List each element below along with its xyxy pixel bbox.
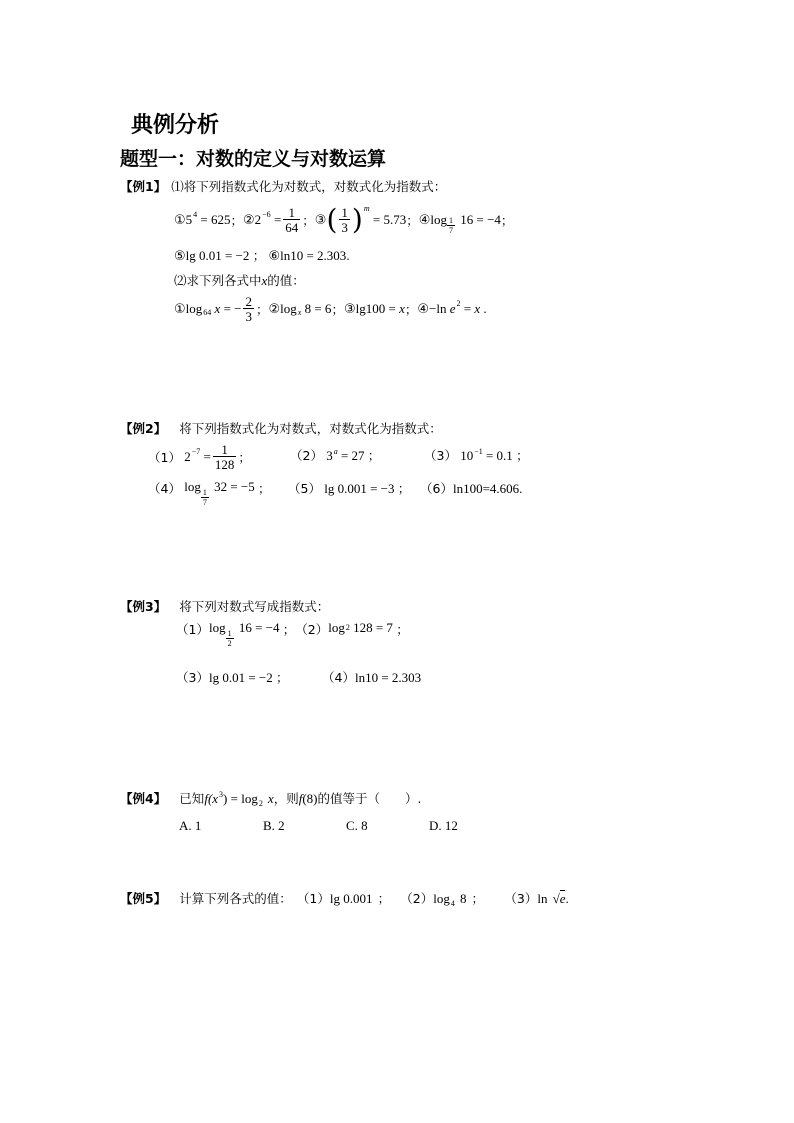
- item-number: （6）: [420, 481, 453, 496]
- fraction: $\frac{2}{3}$: [245, 294, 252, 324]
- item-number: （1）: [148, 450, 181, 465]
- item-marker: ③: [314, 212, 327, 228]
- expr: 8: [459, 891, 467, 906]
- expr-sup: 2: [456, 298, 461, 308]
- separator: ；: [471, 891, 485, 906]
- expr-sub: x: [297, 307, 302, 317]
- item-number: （2）: [400, 891, 434, 906]
- expr-sub: 64: [203, 307, 212, 317]
- example-2-label: 【例2】: [120, 421, 167, 436]
- separator: ；: [331, 302, 344, 317]
- item-marker: ⑥: [268, 249, 281, 264]
- expr: log: [430, 212, 447, 227]
- item-number: （4）: [148, 481, 181, 496]
- item-marker: ②: [268, 301, 281, 317]
- fraction: $\frac{1}{128}$: [214, 442, 235, 472]
- option-b: B. 2: [263, 818, 285, 833]
- example-1-part2: [174, 270, 305, 289]
- separator: ；: [367, 448, 381, 463]
- variable: e: [559, 891, 566, 906]
- expr: =: [463, 301, 472, 316]
- expr: −ln: [429, 301, 447, 316]
- expr-sup: −1: [474, 447, 483, 456]
- expr: ln: [537, 891, 548, 906]
- separator: ；: [238, 450, 251, 465]
- item-number: （1）: [176, 622, 209, 637]
- example-1-label: 【例1】: [120, 179, 167, 194]
- part2-text: ⑵求下列各式中: [174, 273, 262, 288]
- separator: ；: [282, 622, 296, 637]
- expr-sub: 2: [345, 623, 350, 632]
- separator: ；: [230, 213, 244, 228]
- example-2-row1c: [424, 446, 529, 464]
- variable: x: [267, 791, 274, 806]
- item-number: （2）: [295, 622, 329, 637]
- expr: ) = log: [223, 791, 258, 806]
- separator: ；: [404, 302, 418, 317]
- example-2-text: 将下列指数式化为对数式，对数式化为指数式：: [179, 421, 442, 436]
- example-2: [120, 418, 442, 437]
- example-3-row1: [176, 620, 409, 652]
- expr-sup: 3: [219, 790, 224, 799]
- separator: ；: [252, 248, 266, 263]
- example-3-row2b: [322, 668, 421, 686]
- expr: ln10 = 2.303: [354, 670, 422, 685]
- example-4: [120, 788, 422, 807]
- expr: .: [565, 891, 569, 906]
- expr: .: [346, 248, 350, 263]
- separator: ；: [516, 448, 529, 463]
- expr: =: [273, 212, 282, 227]
- section-title: 题型一：对数的定义与对数运算: [120, 148, 387, 170]
- page-heading: 典例分析: [131, 113, 220, 138]
- expr: = 27: [340, 448, 365, 463]
- item-number: （1）: [296, 891, 330, 906]
- example-2-row1: [148, 440, 251, 474]
- example-3: [120, 596, 329, 615]
- example-2-row2: [148, 479, 271, 509]
- expr: 16 = −4: [460, 212, 501, 227]
- expr: 128 = 7: [353, 620, 393, 635]
- example-1-row1: ① 5 4 = 625 ； ② 2 −6 = $\frac{1}{64}$ ； ③ ( $\frac{1}{3}$ ) m = 5.73 ； ④ log $\frac{1}{7}$ 16 = −4 ；: [174, 203, 514, 236]
- function-name: f: [204, 791, 208, 806]
- example-5: [120, 888, 569, 907]
- expr: log: [208, 620, 226, 635]
- expr: ln10 = 2.303: [280, 248, 347, 263]
- expr: lg 0.01 = −2: [208, 670, 273, 685]
- expr: 8 = 6: [304, 301, 332, 316]
- expr: (8): [302, 791, 318, 806]
- separator: ；: [258, 481, 271, 496]
- expr-sup: −6: [262, 209, 271, 219]
- example-3-row2: [176, 668, 289, 686]
- variable: x: [261, 273, 268, 288]
- expr: lg100 =: [355, 301, 396, 316]
- expr-sup: m: [363, 203, 370, 213]
- expr: 2: [184, 449, 191, 464]
- item-marker: ③: [343, 301, 356, 317]
- separator: ；: [406, 213, 419, 228]
- expr: 10: [460, 448, 474, 463]
- item-number: （5）: [288, 481, 321, 496]
- expr: ln100=4.606.: [452, 481, 523, 496]
- expr-sup: −7: [191, 446, 201, 456]
- expr: = 5.73: [372, 212, 407, 227]
- item-number: （3）: [176, 670, 209, 685]
- expr: log: [280, 301, 297, 316]
- example-4-text: ，则: [273, 791, 299, 806]
- expr: lg 0.01 = −2: [185, 248, 250, 263]
- log-base-fraction: $\frac{1}{2}$: [227, 629, 232, 648]
- example-1: [120, 176, 446, 195]
- item-marker: ①: [174, 301, 186, 317]
- expr-sup: a: [333, 447, 338, 456]
- log-base-fraction: $\frac{1}{7}$: [202, 488, 207, 507]
- example-1-row2: [174, 246, 350, 264]
- expr: 16 = −4: [238, 620, 280, 635]
- fraction: $\frac{1}{3}$: [341, 205, 348, 235]
- variable: x: [214, 301, 221, 316]
- example-4-text: 已知: [179, 791, 205, 806]
- option-c: C. 8: [346, 818, 368, 833]
- item-number: （4）: [322, 670, 355, 685]
- item-number: （2）: [290, 448, 323, 463]
- expr: 32 = −5: [214, 479, 255, 494]
- example-4-text: 的值等于（ ）.: [317, 791, 422, 806]
- expr: =: [203, 449, 211, 464]
- example-3-text: 将下列对数式写成指数式：: [179, 599, 330, 614]
- example-5-label: 【例5】: [120, 891, 167, 906]
- expr: lg 0.001 = −3: [324, 481, 395, 496]
- expr: = 0.1: [485, 448, 513, 463]
- item-marker: ②: [243, 212, 255, 228]
- item-marker: ①: [174, 212, 186, 228]
- example-5-text: 计算下列各式的值：: [179, 891, 292, 906]
- expr: (x: [207, 791, 219, 806]
- example-4-label: 【例4】: [120, 791, 167, 806]
- separator: ；: [255, 302, 269, 317]
- sqrt-icon: √: [552, 891, 560, 906]
- expr: log: [185, 301, 203, 316]
- expr: log: [433, 891, 450, 906]
- separator: ；: [396, 622, 409, 637]
- expr: log: [184, 479, 201, 494]
- option-d: D. 12: [429, 818, 458, 833]
- item-marker: ④: [417, 301, 430, 317]
- expr-sub: 2: [258, 799, 263, 808]
- expr: lg 0.001: [329, 891, 373, 906]
- expr: = 625: [200, 212, 231, 227]
- separator: ；: [500, 213, 514, 228]
- function-name: f: [298, 791, 303, 806]
- expr: = −: [223, 301, 242, 316]
- variable: x: [474, 301, 481, 316]
- option-a: A. 1: [179, 818, 202, 833]
- expr-sup: 4: [193, 209, 198, 219]
- item-number: （3）: [424, 448, 457, 463]
- separator: ；: [397, 481, 411, 496]
- expr: .: [483, 301, 487, 316]
- separator: ；: [275, 670, 289, 685]
- separator: ；: [377, 891, 391, 906]
- item-number: （3）: [504, 891, 538, 906]
- example-3-label: 【例3】: [120, 599, 167, 614]
- example-1-part1: ⑴将下列指数式化为对数式，对数式化为指数式：: [171, 179, 447, 194]
- expr: 5: [185, 212, 193, 227]
- expr: log: [328, 620, 345, 635]
- log-base-fraction: $\frac{1}{7}$: [449, 216, 453, 235]
- part2-text: 的值：: [267, 273, 305, 288]
- item-marker: ④: [418, 212, 431, 228]
- variable: x: [399, 301, 405, 316]
- expr: 3: [326, 448, 333, 463]
- item-marker: ⑤: [174, 249, 186, 264]
- fraction: $\frac{1}{64}$: [285, 205, 299, 235]
- example-1-row3: [174, 292, 487, 326]
- expr: 2: [254, 212, 262, 227]
- example-2-row2c: [420, 479, 522, 497]
- example-2-row2b: [288, 479, 410, 497]
- separator: ；: [302, 213, 315, 228]
- variable: e: [449, 301, 456, 316]
- example-2-row1b: [290, 446, 380, 464]
- expr-sub: 4: [450, 899, 455, 908]
